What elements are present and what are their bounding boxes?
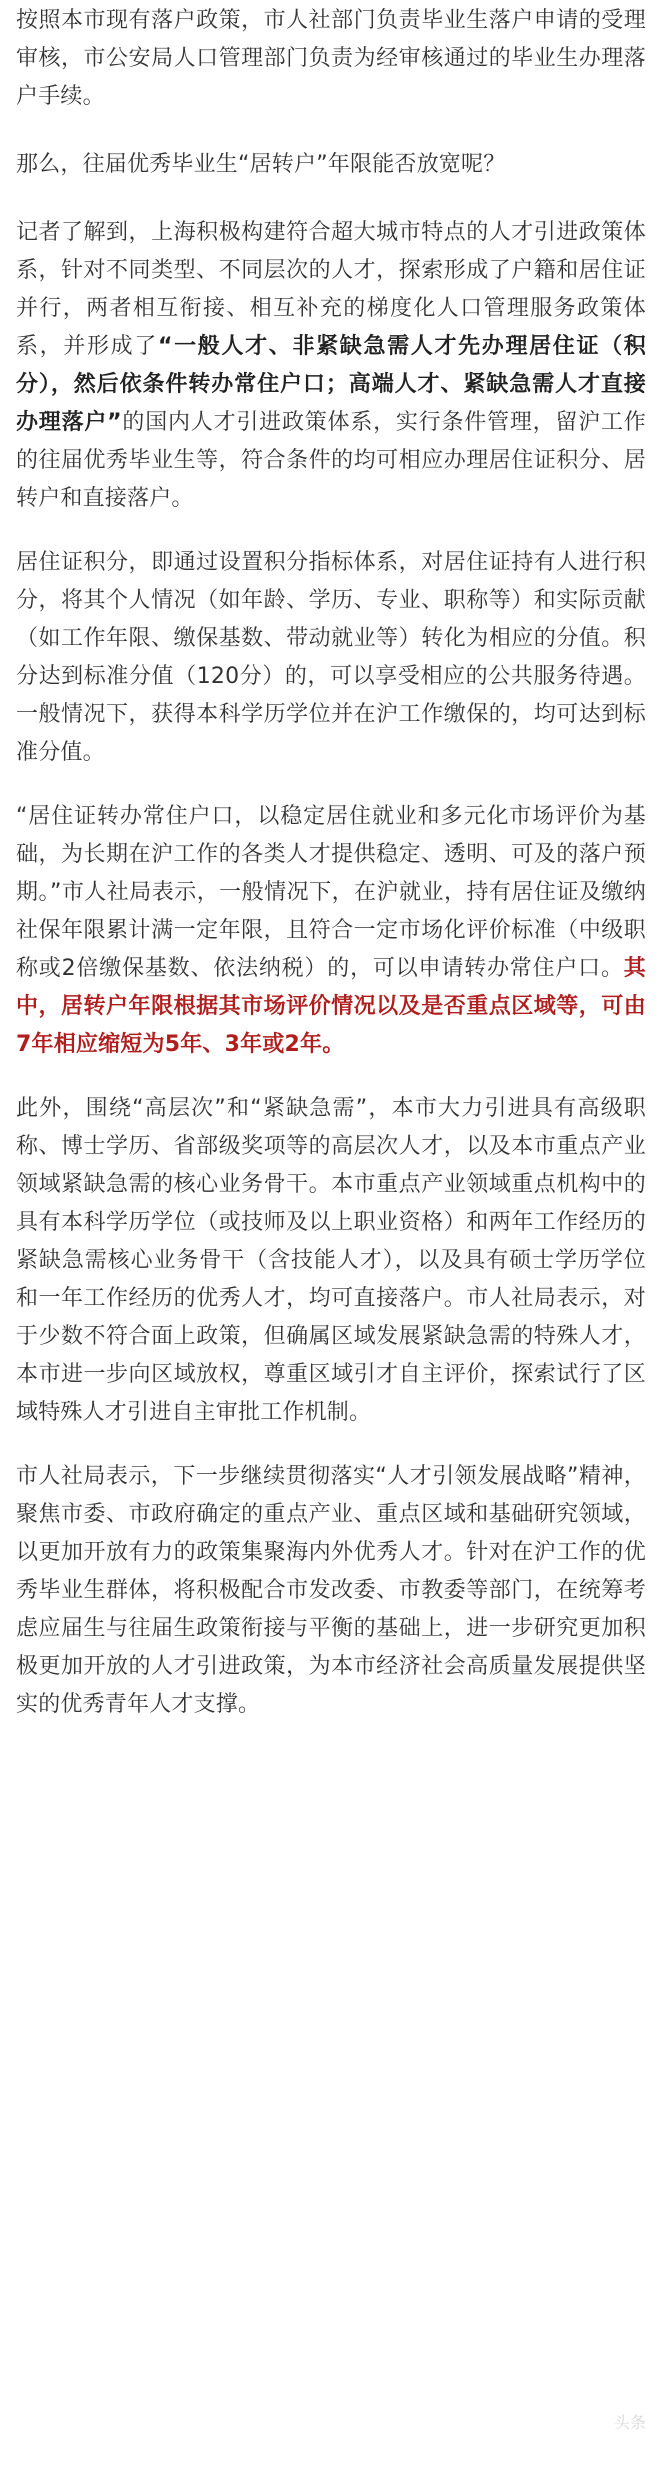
paragraph-4 xyxy=(16,544,646,772)
paragraph-4-text: 居住证积分，即通过设置积分指标体系，对居住证持有人进行积分，将其个人情况（如年龄、学历、专业、职称等）和实际贡献（如工作年限、缴保基数、带动就业等）转化为相应的分值。积分达到标准分值（120分）的，可以享受相应的公共服务待遇。一般情况下，获得本科学历学位并在沪工作缴保的，均可达到标准分值。 xyxy=(16,550,646,765)
paragraph-5 xyxy=(16,798,646,1064)
paragraph-3 xyxy=(16,214,646,518)
watermark-text: 头条 xyxy=(613,2413,646,2432)
paragraph-3-highlight: “一般人才、非紧缺急需人才先办理居住证（积分），然后依条件转办常住户口；高端人才、紧缺急需人才直接办理落户” xyxy=(16,334,646,435)
watermark xyxy=(614,2410,646,2433)
paragraph-7 xyxy=(16,1458,646,1724)
article-body xyxy=(16,0,646,1724)
paragraph-1 xyxy=(16,2,646,116)
paragraph-3-text-b: 的国内人才引进政策体系，实行条件管理，留沪工作的往届优秀毕业生等，符合条件的均可相应办理居住证积分、居转户和直接落户。 xyxy=(16,410,646,511)
paragraph-6 xyxy=(16,1090,646,1432)
paragraph-3-text-a: 记者了解到，上海积极构建符合超大城市特点的人才引进政策体系，针对不同类型、不同层次的人才，探索形成了户籍和居住证并行，两者相互衔接、相互补充的梯度化人口管理服务政策体系，并形成了 xyxy=(16,220,646,359)
paragraph-1-text: 按照本市现有落户政策，市人社部门负责毕业生落户申请的受理审核，市公安局人口管理部门负责为经审核通过的毕业生办理落户手续。 xyxy=(16,8,646,109)
paragraph-2-text: 那么，往届优秀毕业生“居转户”年限能否放宽呢？ xyxy=(16,152,506,177)
paragraph-5-red-highlight: 其中，居转户年限根据其市场评价情况以及是否重点区域等，可由7年相应缩短为5年、3年或2年。 xyxy=(16,956,646,1057)
paragraph-7-text: 市人社局表示，下一步继续贯彻落实“人才引领发展战略”精神，聚焦市委、市政府确定的重点产业、重点区域和基础研究领域，以更加开放有力的政策集聚海内外优秀人才。针对在沪工作的优秀毕业生群体，将积极配合市发改委、市教委等部门，在统筹考虑应届生与往届生政策衔接与平衡的基础上，进一步研究更加积极更加开放的人才引进政策，为本市经济社会高质量发展提供坚实的优秀青年人才支撑。 xyxy=(16,1464,646,1717)
paragraph-2 xyxy=(16,146,646,184)
paragraph-5-text: “居住证转办常住户口，以稳定居住就业和多元化市场评价为基础，为长期在沪工作的各类人才提供稳定、透明、可及的落户预期。”市人社局表示，一般情况下，在沪就业，持有居住证及缴纳社保年限累计满一定年限，且符合一定市场化评价标准（中级职称或2倍缴保基数、依法纳税）的，可以申请转办常住户口。 xyxy=(16,804,646,981)
paragraph-6-text: 此外，围绕“高层次”和“紧缺急需”，本市大力引进具有高级职称、博士学历、省部级奖项等的高层次人才，以及本市重点产业领域紧缺急需的核心业务骨干。本市重点产业领域重点机构中的具有本科学历学位（或技师及以上职业资格）和两年工作经历的紧缺急需核心业务骨干（含技能人才），以及具有硕士学历学位和一年工作经历的优秀人才，均可直接落户。市人社局表示，对于少数不符合面上政策，但确属区域发展紧缺急需的特殊人才，本市进一步向区域放权，尊重区域引才自主评价，探索试行了区域特殊人才引进自主审批工作机制。 xyxy=(16,1096,646,1425)
